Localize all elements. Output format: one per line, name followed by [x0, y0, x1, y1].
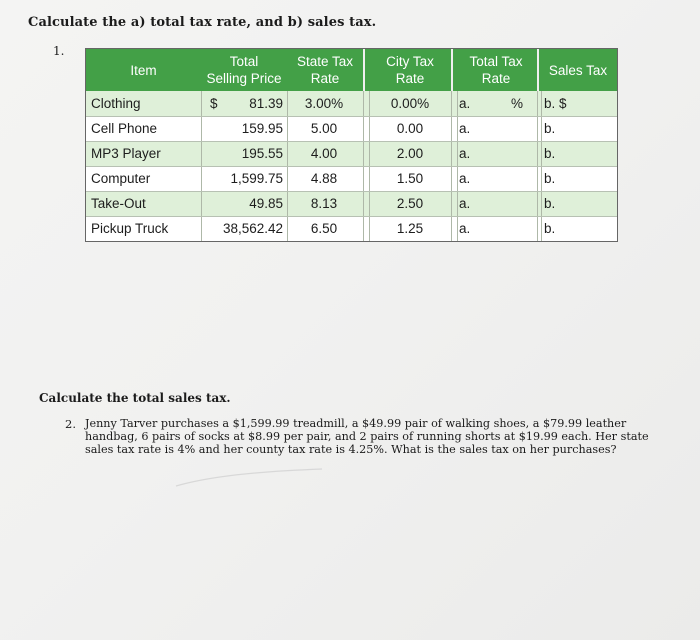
percent-sign: %	[511, 96, 524, 111]
cell-item: MP3 Player	[91, 146, 161, 161]
question-number: 2.	[65, 417, 76, 431]
cell-state-tax: 5.00	[310, 121, 338, 136]
cell-price-value: 81.39	[249, 96, 283, 111]
answer-a-label: a.	[459, 196, 471, 211]
page-heading: Calculate the a) total tax rate, and b) sales tax.	[28, 15, 377, 30]
cell-item: Take-Out	[91, 196, 146, 211]
header-city-line2: Rate	[395, 71, 425, 86]
header-sales-tax	[539, 49, 617, 91]
cell-total-tax-rate[interactable]	[459, 116, 539, 141]
cell-city-tax: 2.50	[396, 196, 424, 211]
header-sales-tax-label: Sales Tax	[548, 62, 608, 78]
cell-sales-tax[interactable]	[544, 216, 614, 241]
cell-state-tax: 6.50	[310, 221, 338, 236]
problem-number: 1.	[53, 44, 65, 58]
cell-state-tax: 4.88	[310, 171, 338, 186]
answer-b-label: b.	[544, 171, 556, 186]
answer-a-label: a.	[459, 146, 471, 161]
answer-b-label: b.	[544, 196, 556, 211]
cell-total-tax-rate[interactable]	[459, 216, 539, 241]
dollar-sign: $	[210, 96, 218, 111]
header-state-line2: Rate	[310, 71, 340, 86]
row-divider	[86, 216, 617, 217]
answer-b-label: b.	[544, 146, 556, 161]
question-heading: Calculate the total sales tax.	[39, 391, 231, 405]
cell-city-tax: 0.00	[396, 121, 424, 136]
cell-item: Computer	[91, 171, 151, 186]
cell-price: 1,599.75	[230, 171, 283, 186]
cell-price: 38,562.42	[222, 221, 283, 236]
header-total-selling-price	[201, 49, 287, 91]
cell-state-tax: 8.13	[310, 196, 338, 211]
cell-sales-tax[interactable]	[544, 191, 614, 216]
cell-city-tax: 0.00%	[390, 96, 430, 111]
pen-stroke-mark	[174, 466, 324, 490]
header-state-tax-rate	[287, 49, 363, 91]
answer-a-label: a.	[459, 96, 471, 111]
header-totaltax-line2: Rate	[481, 71, 511, 86]
header-divider	[363, 49, 365, 91]
question-text: Jenny Tarver purchases a $1,599.99 treadmill, a $49.99 pair of walking shoes, a $79.99 leather handbag, 6 pairs of socks at $8.99 per pair, and 2 pairs of running shorts at $19.99 each. Her state sales tax rate is 4% and her county tax rate is 4.25%. What is the sales tax on her purchases?	[85, 417, 649, 456]
cell-state-tax: 3.00%	[304, 96, 344, 111]
row-divider	[86, 191, 617, 192]
header-item-label: Item	[130, 62, 157, 78]
header-divider	[537, 49, 539, 91]
header-item	[86, 49, 201, 91]
cell-price: 49.85	[249, 196, 283, 211]
cell-city-tax: 1.50	[396, 171, 424, 186]
header-total-line1: Total	[229, 54, 259, 69]
header-city-tax-rate	[369, 49, 451, 91]
cell-total-tax-rate[interactable]	[459, 191, 539, 216]
cell-price: 159.95	[241, 121, 283, 136]
header-city-line1: City Tax	[386, 54, 434, 69]
cell-state-tax: 4.00	[310, 146, 338, 161]
header-divider	[451, 49, 453, 91]
cell-city-tax: 2.00	[396, 146, 424, 161]
cell-total-tax-rate[interactable]	[459, 141, 539, 166]
row-divider	[86, 141, 617, 142]
answer-b-label: b.	[544, 221, 556, 236]
row-divider	[86, 166, 617, 167]
answer-a-label: a.	[459, 171, 471, 186]
answer-a-label: a.	[459, 221, 471, 236]
cell-city-tax: 1.25	[396, 221, 424, 236]
cell-item: Cell Phone	[91, 121, 158, 136]
cell-total-tax-rate[interactable]	[459, 166, 539, 191]
cell-item: Clothing	[91, 96, 141, 111]
cell-sales-tax[interactable]	[544, 141, 614, 166]
cell-sales-tax[interactable]	[544, 116, 614, 141]
header-state-line1: State Tax	[296, 54, 354, 69]
header-total-tax-rate	[455, 49, 537, 91]
cell-price: 195.55	[241, 146, 283, 161]
row-divider	[86, 116, 617, 117]
answer-b-label: b.	[544, 121, 556, 136]
answer-a-label: a.	[459, 121, 471, 136]
cell-item: Pickup Truck	[91, 221, 169, 236]
cell-price	[201, 91, 283, 116]
cell-sales-tax[interactable]	[544, 166, 614, 191]
cell-total-tax-rate[interactable]	[459, 91, 539, 116]
tax-table	[85, 48, 618, 242]
header-totaltax-line1: Total Tax	[469, 54, 523, 69]
header-total-line2: Selling Price	[206, 71, 282, 86]
answer-b-label: b. $	[544, 96, 567, 111]
cell-sales-tax[interactable]	[544, 91, 614, 116]
